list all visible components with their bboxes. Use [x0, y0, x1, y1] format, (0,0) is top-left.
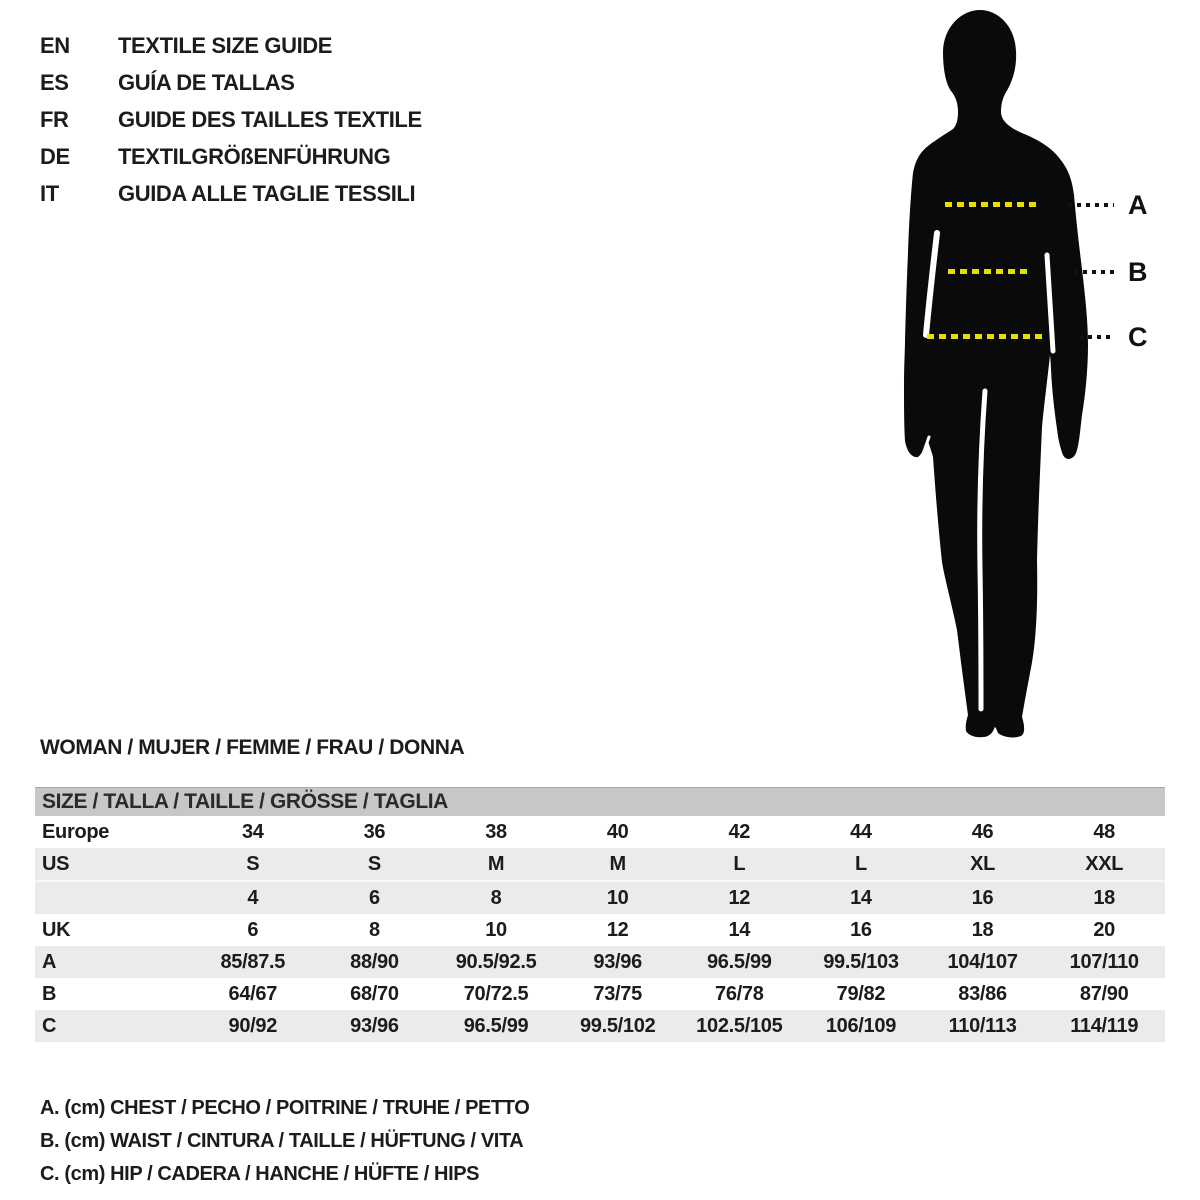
size-cell: 16 [922, 881, 1044, 914]
size-cell: M [487, 852, 505, 875]
row-label: C [42, 1014, 57, 1037]
size-cell: 20 [1093, 918, 1116, 941]
table-row [35, 946, 1165, 978]
size-cell: L [854, 852, 867, 875]
row-label: Europe [42, 820, 110, 843]
marker-label-b: B [1128, 257, 1148, 287]
legend-hip: C. (cm) HIP / CADERA / HANCHE / HÜFTE / HIPS [40, 1163, 480, 1185]
size-cell: 110/113 [948, 1014, 1017, 1037]
size-cell: 6 [314, 881, 436, 914]
waist-measure-line [948, 269, 1031, 274]
size-cell: XXL [1085, 852, 1124, 875]
language-code: DE [40, 144, 70, 169]
size-cell: L [733, 852, 746, 875]
size-table [35, 816, 1165, 1042]
legend-chest: A. (cm) CHEST / PECHO / POITRINE / TRUHE / PETTO [40, 1097, 530, 1119]
size-cell: 70/72.5 [463, 982, 529, 1005]
guide-title-de: TEXTILGRÖßENFÜHRUNG [118, 144, 391, 169]
size-cell: 12 [679, 881, 801, 914]
size-cell: 85/87.5 [220, 950, 286, 973]
language-code: EN [40, 33, 70, 58]
size-cell: 88/90 [350, 950, 399, 973]
size-cell: 44 [850, 820, 872, 843]
size-cell: 104/107 [947, 950, 1018, 973]
hip-pointer-line [1079, 335, 1114, 339]
chest-measure-line [945, 202, 1039, 207]
size-cell: 114/119 [1070, 1014, 1139, 1037]
size-cell: M [609, 852, 626, 875]
size-cell: 90/92 [228, 1014, 278, 1037]
size-cell: 14 [800, 881, 922, 914]
size-cell: 6 [247, 918, 259, 941]
size-cell: 102.5/105 [696, 1014, 783, 1037]
guide-title-es: GUÍA DE TALLAS [118, 70, 295, 95]
row-label: A [42, 950, 57, 973]
size-cell: 48 [1093, 820, 1116, 843]
size-cell: 93/96 [593, 950, 642, 973]
size-cell: 8 [435, 881, 557, 914]
measurement-legend [40, 1092, 529, 1191]
size-cell: 8 [369, 918, 380, 941]
size-cell: S [367, 852, 381, 875]
hip-measure-line [927, 334, 1046, 339]
size-cell: XL [970, 852, 996, 875]
size-cell: 18 [1043, 881, 1165, 914]
size-cell: 42 [728, 820, 751, 843]
size-cell: 40 [606, 820, 629, 843]
language-code: ES [40, 70, 69, 95]
marker-label-c: C [1128, 322, 1148, 352]
size-cell: 99.5/102 [579, 1014, 656, 1037]
row-label: US [42, 852, 70, 875]
waist-pointer-line [1074, 270, 1114, 274]
language-code: FR [40, 107, 69, 132]
row-label: UK [42, 918, 71, 941]
row-label: B [42, 982, 57, 1005]
size-cell: 36 [363, 820, 386, 843]
size-cell: 34 [241, 820, 264, 843]
size-cell: S [246, 852, 260, 875]
size-cell: 99.5/103 [823, 950, 899, 973]
size-cell: 107/110 [1069, 950, 1139, 973]
size-cell: 46 [971, 820, 994, 843]
size-cell: 76/78 [715, 982, 764, 1005]
legend-waist: B. (cm) WAIST / CINTURA / TAILLE / HÜFTUNG / VITA [40, 1130, 524, 1152]
size-cell: 96.5/99 [463, 1014, 529, 1037]
table-row [35, 914, 1165, 946]
guide-title-it: GUIDA ALLE TAGLIE TESSILI [118, 181, 416, 206]
table-row [35, 1010, 1165, 1042]
table-row [35, 848, 1165, 881]
guide-title-fr: GUIDE DES TAILLES TEXTILE [118, 107, 422, 132]
size-cell: 18 [971, 918, 994, 941]
size-cell: 10 [485, 918, 507, 941]
row-label [35, 881, 192, 914]
size-cell: 10 [557, 881, 679, 914]
table-row [35, 978, 1165, 1010]
size-cell: 64/67 [228, 982, 278, 1005]
language-code: IT [40, 181, 59, 206]
size-cell: 90.5/92.5 [455, 950, 537, 973]
size-cell: 12 [606, 918, 629, 941]
woman-silhouette-icon [895, 5, 1105, 745]
size-cell: 68/70 [350, 982, 399, 1005]
size-cell: 73/75 [593, 982, 642, 1005]
size-table-header: SIZE / TALLA / TAILLE / GRÖSSE / TAGLIA [35, 787, 1165, 816]
marker-label-a: A [1128, 190, 1148, 220]
size-cell: 38 [485, 820, 507, 843]
size-cell: 79/82 [836, 982, 886, 1005]
size-cell: 83/86 [958, 982, 1007, 1005]
size-cell: 4 [192, 881, 314, 914]
size-cell: 96.5/99 [706, 950, 772, 973]
size-cell: 87/90 [1079, 982, 1129, 1005]
size-cell: 106/109 [825, 1014, 897, 1037]
section-heading-woman: WOMAN / MUJER / FEMME / FRAU / DONNA [40, 736, 465, 759]
size-cell: 14 [728, 918, 751, 941]
chest-pointer-line [1068, 203, 1114, 207]
table-row [35, 816, 1165, 848]
size-cell: 16 [850, 918, 872, 941]
table-row [35, 881, 1165, 914]
size-cell: 93/96 [350, 1014, 399, 1037]
guide-title-en: TEXTILE SIZE GUIDE [118, 33, 333, 58]
